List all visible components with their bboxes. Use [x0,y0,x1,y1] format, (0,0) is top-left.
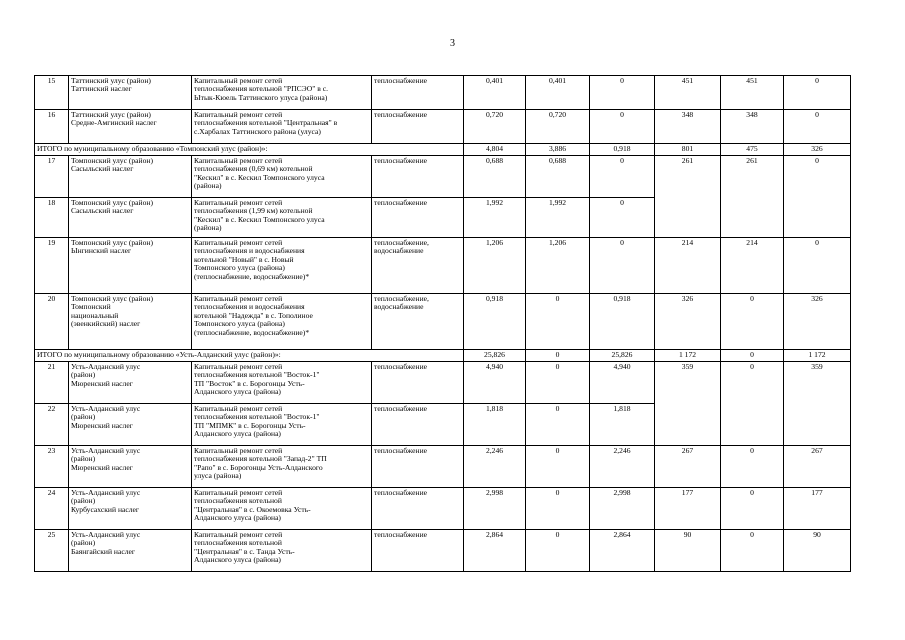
service-cell [372,198,464,238]
service-cell [372,238,464,294]
value-v2: 1,206 [526,238,590,294]
value-v4: 348 [655,110,721,144]
location-cell-line: Баянгайский наслег [71,546,136,556]
value-v1: 2,246 [464,446,526,488]
description-cell-line: "Центральная" в с. Танда Усть- [194,546,295,556]
value-v2: 0 [526,530,590,572]
row-number: 17 [35,156,69,198]
location-cell-line: Усть-Алданский улус [71,404,141,413]
total-value-v2: 0 [526,350,590,362]
row-number: 22 [35,404,69,446]
service-cell [372,294,464,350]
description-cell-line: теплоснабжения котельной "РПСЭО" в с. [194,84,329,94]
description-cell-line: Капитальный ремонт сетей [194,446,283,455]
total-value-v5: 475 [721,144,784,156]
description-cell-line: Капитальный ремонт сетей [194,404,283,413]
location-cell-line: Томпонский улус (район) [71,198,154,207]
table-row [35,294,851,350]
location-cell-line: Усть-Алданский улус [71,446,141,455]
location-cell [69,238,192,294]
value-v6: 0 [784,76,851,110]
service-cell [372,446,464,488]
location-cell-line: Средне-Амгинский наслег [71,118,157,128]
description-cell-line: Капитальный ремонт сетей [194,294,283,303]
description-cell-line: Томпонского улуса (района) [194,263,285,273]
description-cell-line: Капитальный ремонт сетей [194,238,283,247]
value-v6: 0 [784,156,851,238]
table-row [35,156,851,198]
row-number: 18 [35,198,69,238]
value-v2: 1,992 [526,198,590,238]
value-v1: 1,992 [464,198,526,238]
location-cell-line: Мюренский наслег [71,378,133,388]
value-v6: 267 [784,446,851,488]
value-v5: 0 [721,294,784,350]
row-number: 16 [35,110,69,144]
table-row [35,362,851,404]
description-cell-line: теплоснабжения (0,69 км) котельной [194,164,313,174]
location-cell-line: Таттинский улус (район) [71,110,151,119]
description-cell [192,238,372,294]
description-cell-line: Капитальный ремонт сетей [194,362,283,371]
location-cell [69,362,192,404]
service-cell-line: теплоснабжение [374,76,428,85]
location-cell [69,488,192,530]
service-cell [372,530,464,572]
description-cell [192,530,372,572]
capital-repair-table [34,75,851,572]
value-v1: 0,401 [464,76,526,110]
value-v2: 0,401 [526,76,590,110]
value-v2: 0,720 [526,110,590,144]
location-cell-line: национальный [71,310,119,320]
location-cell-line: Томпонский улус (район) [71,238,154,247]
service-cell-line: водоснабжение [374,302,424,312]
description-cell [192,294,372,350]
service-cell-line: теплоснабжение, [374,294,429,303]
value-v1: 0,720 [464,110,526,144]
description-cell-line: Капитальный ремонт сетей [194,110,283,119]
value-v5: 0 [721,488,784,530]
description-cell-line: "Кескил" в с. Кескил Томпонского улуса [194,214,325,224]
location-cell-line: Мюренский наслег [71,462,133,472]
description-cell-line: (теплоснабжение, водоснабжение)* [194,327,310,337]
description-cell-line: Томпонского улуса (района) [194,319,285,329]
value-v2: 0,688 [526,156,590,198]
service-cell [372,110,464,144]
value-v3: 4,940 [590,362,655,404]
location-cell-line: (район) [71,412,96,422]
value-v4: 177 [655,488,721,530]
description-cell-line: Капитальный ремонт сетей [194,76,283,85]
table-row [35,76,851,110]
description-cell-line: Ытык-Кюель Таттинского улуса (района) [194,92,328,102]
total-value-v4: 1 172 [655,350,721,362]
value-v1: 2,998 [464,488,526,530]
description-cell [192,156,372,198]
description-cell [192,198,372,238]
description-cell-line: Капитальный ремонт сетей [194,156,283,165]
description-cell-line: теплоснабжения котельной "Центральная" в [194,118,338,128]
location-cell-line: Таттинский наслег [71,84,132,94]
page-number: 3 [450,38,455,49]
value-v6: 0 [784,238,851,294]
description-cell-line: теплоснабжения котельной "Восток-1" [194,412,320,422]
location-cell [69,156,192,198]
table-row [35,110,851,144]
value-v2: 0 [526,294,590,350]
location-cell-line: Усть-Алданский улус [71,488,141,497]
value-v1: 1,206 [464,238,526,294]
description-cell [192,362,372,404]
value-v4: 267 [655,446,721,488]
value-v3: 0 [590,198,655,238]
description-cell-line: Алданского улуса (района) [194,387,281,397]
value-v3: 0,918 [590,294,655,350]
table-row [35,446,851,488]
table-row [35,238,851,294]
total-label: ИТОГО по муниципальному образованию «Томпонский улус (район)»: [35,144,464,156]
row-number: 23 [35,446,69,488]
location-cell-line: Томпонский улус (район) [71,294,154,303]
value-v2: 0 [526,362,590,404]
value-v3: 0 [590,76,655,110]
description-cell-line: (района) [194,181,222,191]
description-cell-line: с.Харбалах Таттинского района (улуса) [194,126,321,136]
value-v5: 451 [721,76,784,110]
description-cell-line: (теплоснабжение, водоснабжение)* [194,271,310,281]
value-v3: 0 [590,156,655,198]
total-value-v2: 3,886 [526,144,590,156]
location-cell [69,446,192,488]
row-number: 15 [35,76,69,110]
value-v1: 0,918 [464,294,526,350]
value-v1: 0,688 [464,156,526,198]
total-value-v3: 0,918 [590,144,655,156]
description-cell-line: теплоснабжения (1,99 км) котельной [194,206,313,216]
total-value-v1: 25,826 [464,350,526,362]
description-cell-line: Алданского улуса (района) [194,513,281,523]
row-number: 19 [35,238,69,294]
description-cell-line: теплоснабжения котельной [194,496,282,506]
value-v6: 177 [784,488,851,530]
description-cell-line: Алданского улуса (района) [194,429,281,439]
value-v3: 2,998 [590,488,655,530]
description-cell-line: теплоснабжения и водоснабжения [194,246,305,256]
service-cell-line: теплоснабжение [374,404,428,413]
location-cell-line: Ынгинский наслег [71,246,132,256]
table-row [35,488,851,530]
description-cell-line: (района) [194,223,222,233]
value-v2: 0 [526,404,590,446]
value-v4: 451 [655,76,721,110]
value-v1: 4,940 [464,362,526,404]
service-cell-line: теплоснабжение [374,110,428,119]
location-cell-line: Усть-Алданский улус [71,530,141,539]
value-v4: 359 [655,362,721,446]
description-cell-line: теплоснабжения и водоснабжения [194,302,305,312]
description-cell-line: ТП "МПМК" в с. Борогонцы Усть- [194,420,306,430]
value-v3: 2,864 [590,530,655,572]
location-cell-line: Мюренский наслег [71,420,133,430]
service-cell-line: теплоснабжение [374,198,428,207]
value-v4: 261 [655,156,721,238]
value-v5: 0 [721,446,784,488]
value-v4: 214 [655,238,721,294]
description-cell-line: котельной "Надежда" в с. Тополиное [194,310,313,320]
table-row [35,530,851,572]
location-cell-line: Таттинский улус (район) [71,76,151,85]
description-cell-line: улуса (района) [194,471,242,481]
description-cell [192,488,372,530]
service-cell-line: теплоснабжение [374,362,428,371]
value-v6: 90 [784,530,851,572]
row-number: 25 [35,530,69,572]
location-cell-line: (эвенкийский) наслег [71,319,141,329]
row-number: 21 [35,362,69,404]
service-cell [372,362,464,404]
total-row [35,350,851,362]
location-cell [69,294,192,350]
description-cell-line: Капитальный ремонт сетей [194,530,283,539]
total-value-v5: 0 [721,350,784,362]
service-cell-line: теплоснабжение [374,156,428,165]
total-label: ИТОГО по муниципальному образованию «Усть-Алданский улус (район)»: [35,350,464,362]
description-cell-line: теплоснабжения котельной "Восток-1" [194,370,320,380]
value-v2: 0 [526,446,590,488]
location-cell-line: (район) [71,370,96,380]
location-cell-line: Усть-Алданский улус [71,362,141,371]
description-cell-line: "Рапо" в с. Борогонцы Усть-Алданского [194,462,323,472]
value-v6: 326 [784,294,851,350]
description-cell-line: Капитальный ремонт сетей [194,488,283,497]
total-value-v6: 326 [784,144,851,156]
service-cell-line: водоснабжение [374,246,424,256]
location-cell [69,110,192,144]
total-value-v4: 801 [655,144,721,156]
description-cell-line: "Центральная" в с. Окоемовка Усть- [194,504,311,514]
value-v3: 2,246 [590,446,655,488]
service-cell-line: теплоснабжение [374,446,428,455]
location-cell-line: Томпонский [71,302,111,312]
description-cell [192,446,372,488]
location-cell [69,404,192,446]
description-cell-line: Капитальный ремонт сетей [194,198,283,207]
description-cell-line: котельной "Новый" в с. Новый [194,254,294,264]
description-cell [192,404,372,446]
location-cell-line: (район) [71,496,96,506]
value-v5: 0 [721,362,784,446]
location-cell-line: Сасыльский наслег [71,164,134,174]
description-cell-line: Алданского улуса (района) [194,555,281,565]
location-cell [69,530,192,572]
total-row [35,144,851,156]
service-cell [372,404,464,446]
location-cell-line: Курбусахский наслег [71,504,140,514]
value-v3: 0 [590,110,655,144]
row-number: 24 [35,488,69,530]
description-cell [192,76,372,110]
location-cell [69,198,192,238]
value-v4: 90 [655,530,721,572]
description-cell-line: теплоснабжения котельной [194,538,282,548]
value-v6: 0 [784,110,851,144]
row-number: 20 [35,294,69,350]
service-cell [372,76,464,110]
value-v3: 1,818 [590,404,655,446]
value-v5: 348 [721,110,784,144]
total-value-v6: 1 172 [784,350,851,362]
service-cell-line: теплоснабжение [374,530,428,539]
service-cell [372,488,464,530]
value-v4: 326 [655,294,721,350]
location-cell [69,76,192,110]
value-v1: 1,818 [464,404,526,446]
service-cell-line: теплоснабжение [374,488,428,497]
description-cell-line: "Кескил" в с. Кескил Томпонского улуса [194,172,325,182]
location-cell-line: (район) [71,454,96,464]
description-cell [192,110,372,144]
location-cell-line: (район) [71,538,96,548]
total-value-v3: 25,826 [590,350,655,362]
description-cell-line: ТП "Восток" в с. Борогонцы Усть- [194,378,305,388]
value-v2: 0 [526,488,590,530]
value-v1: 2,864 [464,530,526,572]
value-v5: 0 [721,530,784,572]
location-cell-line: Сасыльский наслег [71,206,134,216]
value-v3: 0 [590,238,655,294]
service-cell-line: теплоснабжение, [374,238,429,247]
description-cell-line: теплоснабжения котельной "Запад-2" ТП [194,454,327,464]
total-value-v1: 4,804 [464,144,526,156]
value-v6: 359 [784,362,851,446]
location-cell-line: Томпонский улус (район) [71,156,154,165]
service-cell [372,156,464,198]
table-body [35,76,851,572]
value-v5: 261 [721,156,784,238]
value-v5: 214 [721,238,784,294]
